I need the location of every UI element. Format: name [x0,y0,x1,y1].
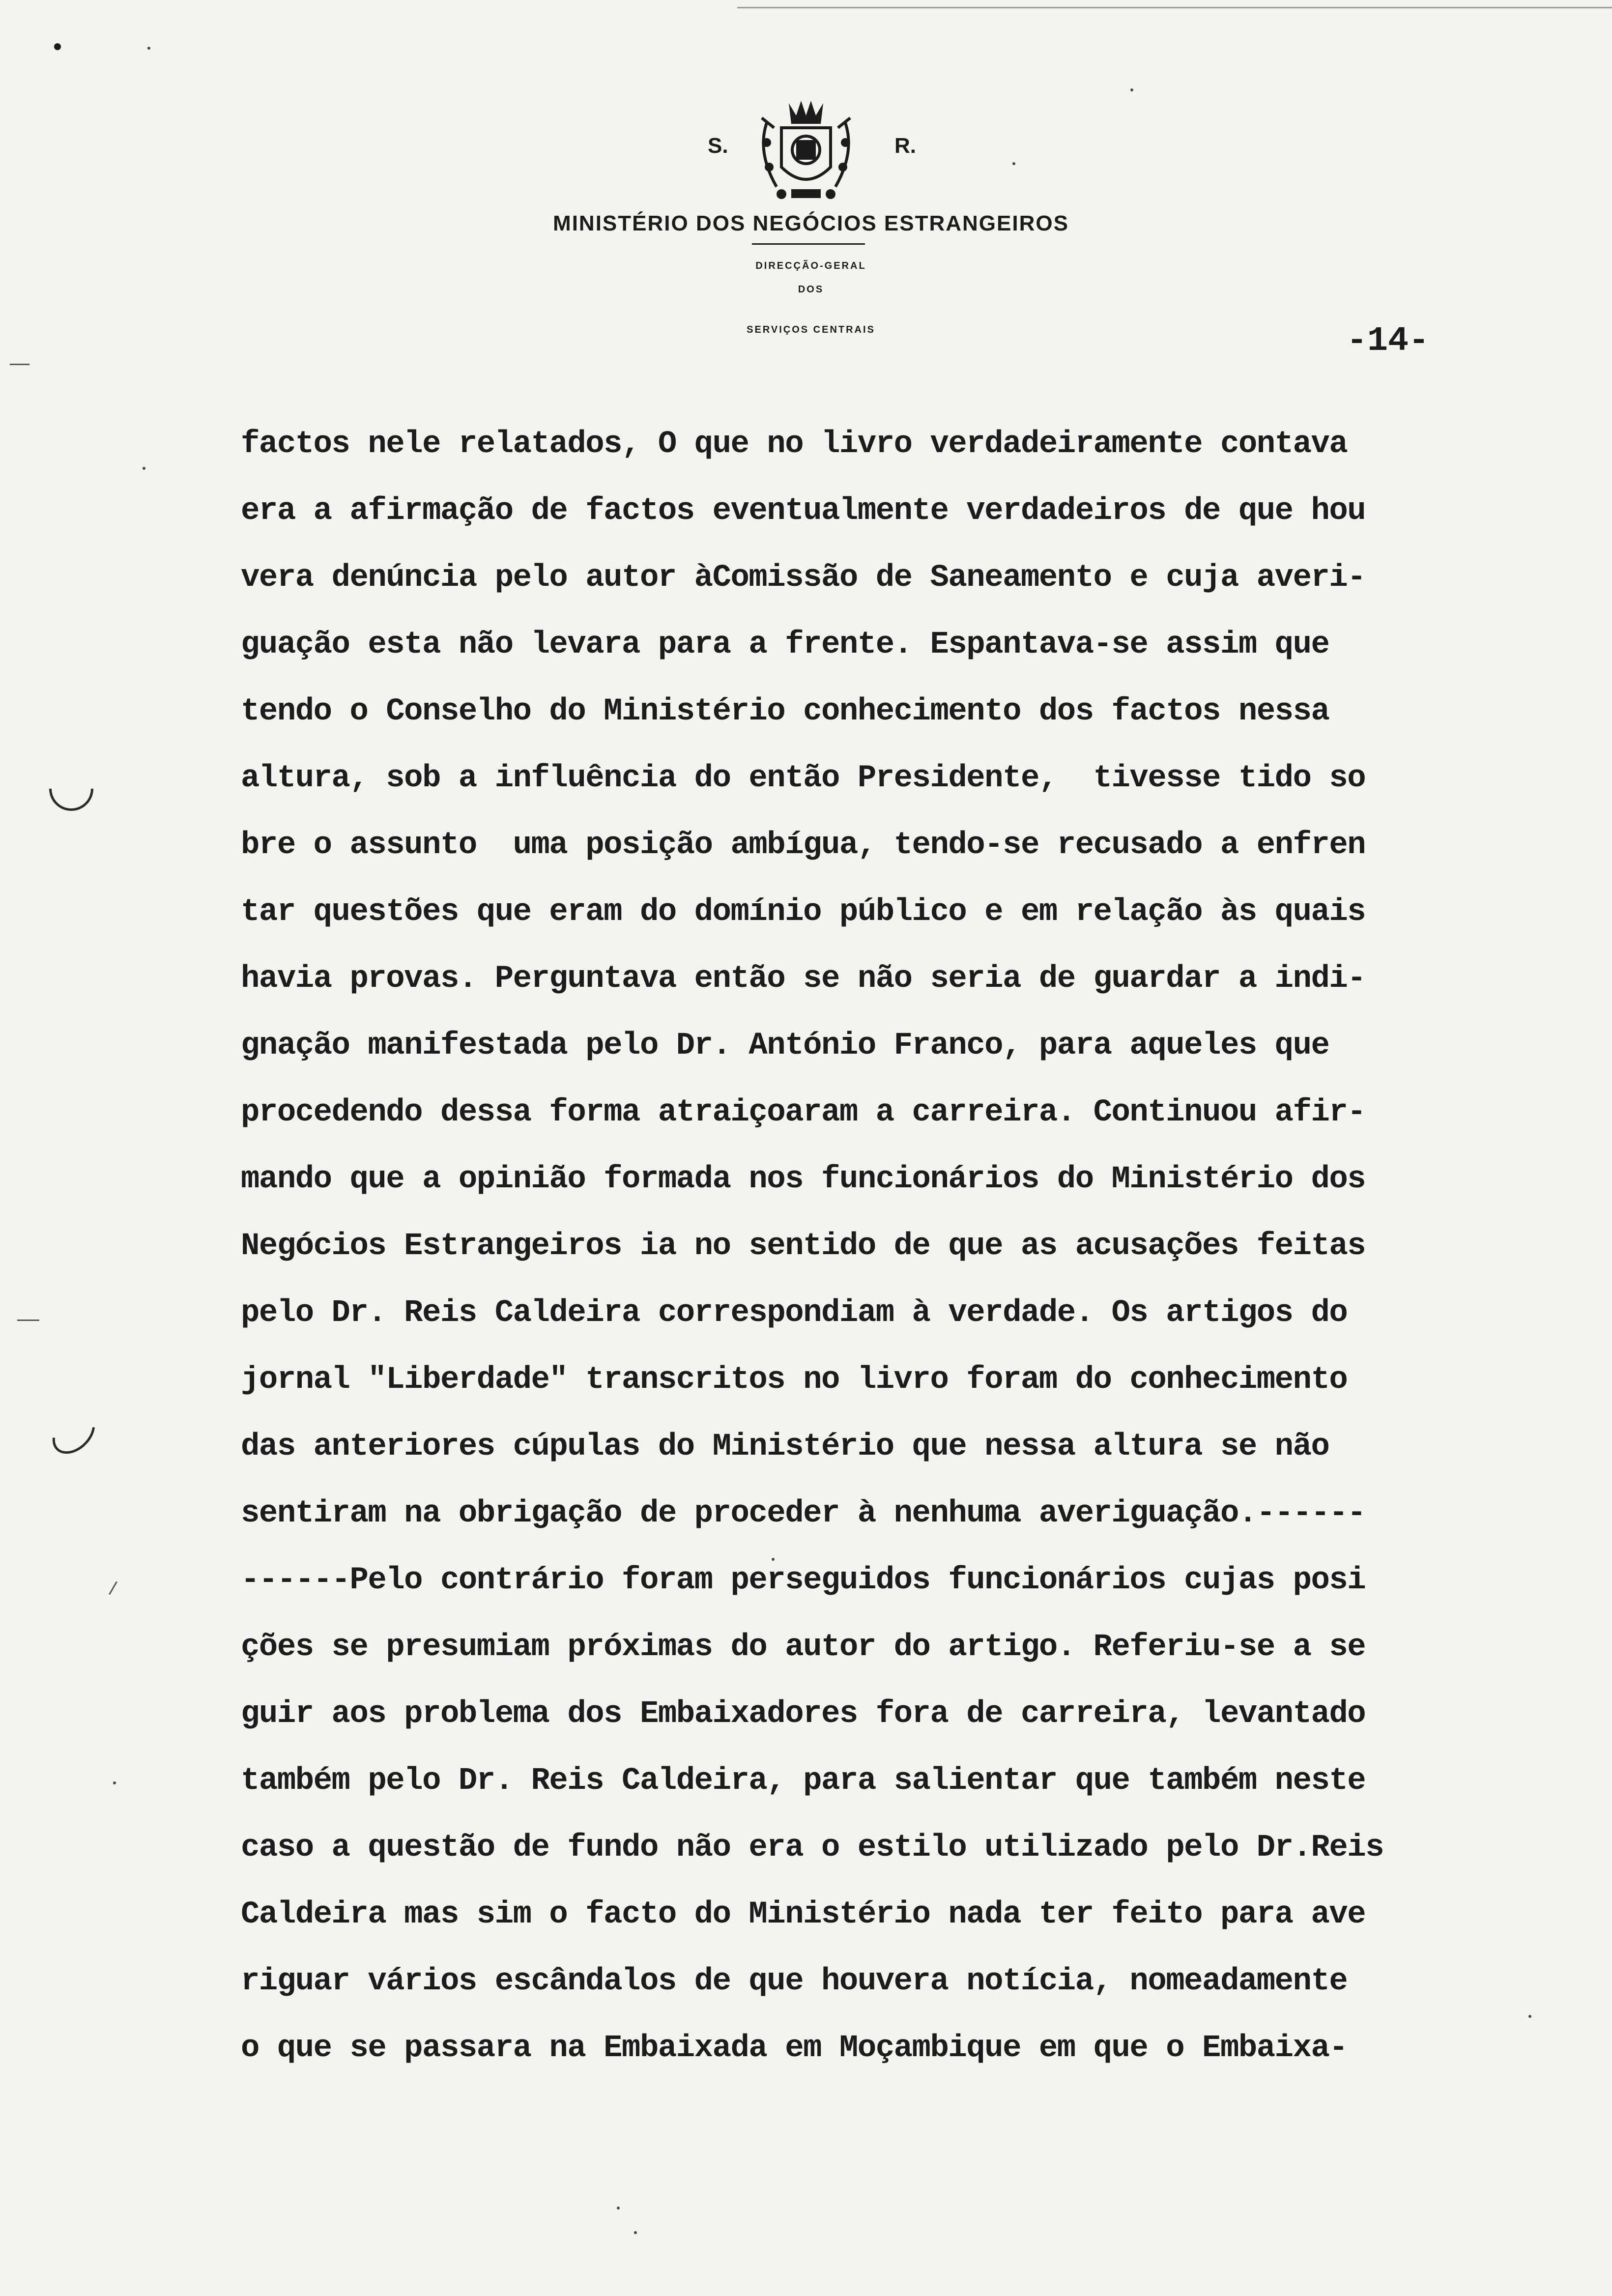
body-line: tendo o Conselho do Ministério conhecimento dos factos nessa [241,694,1329,729]
body-line: factos nele relatados, O que no livro verdadeiramente contava [241,427,1348,462]
body-line: procedendo dessa forma atraiçoaram a carreira. Continuou afir- [241,1095,1366,1130]
scan-speck [143,467,145,470]
body-line: riguar vários escândalos de que houvera notícia, nomeadamente [241,1964,1348,1999]
coat-of-arms-icon [747,93,865,206]
body-line: gnação manifestada pelo Dr. António Franco, para aqueles que [241,1028,1329,1063]
body-line: bre o assunto uma posição ambígua, tendo-se recusado a enfren [241,828,1366,863]
top-edge-rule [737,7,1612,8]
letterhead-left-letter: S. [708,134,728,158]
body-line: Caldeira mas sim o facto do Ministério nada ter feito para ave [241,1897,1366,1932]
body-line: das anteriores cúpulas do Ministério que nessa altura se não [241,1429,1329,1464]
department-line-2: DOS [798,284,824,295]
letterhead-right-letter: R. [894,134,916,158]
body-line: guir aos problema dos Embaixadores fora de carreira, levantado [241,1696,1366,1732]
scan-speck [1012,162,1015,165]
body-line: Negócios Estrangeiros ia no sentido de que as acusações feitas [241,1229,1366,1264]
department-line-1: DIRECÇÃO-GERAL [755,260,866,271]
scan-speck [10,364,29,365]
body-line: era a afirmação de factos eventualmente verdadeiros de que hou [241,493,1366,529]
body-line: jornal "Liberdade" transcritos no livro foram do conhecimento [241,1362,1348,1398]
scan-speck [54,43,61,50]
body-line: ções se presumiam próximas do autor do artigo. Referiu-se a se [241,1630,1366,1665]
body-line: ------Pelo contrário foram perseguidos funcionários cujas posi [241,1563,1366,1598]
scan-speck [1528,2015,1531,2018]
department-line-3: SERVIÇOS CENTRAIS [747,324,875,335]
binder-hole-mark [40,757,102,820]
body-line: mando que a opinião formada nos funcionários do Ministério dos [241,1162,1366,1197]
body-line: sentiram na obrigação de proceder à nenhuma averiguação.------ [241,1496,1366,1531]
scan-speck [17,1320,39,1321]
body-text [241,429,1528,2099]
letterhead-divider [752,243,865,245]
scan-speck [634,2231,637,2234]
scan-speck [147,47,150,50]
letterhead [491,93,1130,339]
scan-speck [113,1781,116,1784]
body-line: vera denúncia pelo autor àComissão de Saneamento e cuja averi- [241,560,1366,596]
body-line: caso a questão de fundo não era o estilo utilizado pelo Dr.Reis [241,1830,1384,1866]
body-line: o que se passara na Embaixada em Moçambique em que o Embaixa- [241,2031,1348,2066]
scan-speck [617,2207,620,2210]
scan-speck [1130,88,1133,91]
body-line: pelo Dr. Reis Caldeira correspondiam à verdade. Os artigos do [241,1295,1348,1331]
scan-speck [109,1581,117,1595]
binder-hole-mark [44,1403,103,1462]
body-line: guação esta não levara para a frente. Espantava-se assim que [241,627,1329,662]
scan-speck [772,1558,775,1561]
ministry-name: MINISTÉRIO DOS NEGÓCIOS ESTRANGEIROS [553,211,1069,235]
body-line: também pelo Dr. Reis Caldeira, para salientar que também neste [241,1763,1366,1799]
body-line: altura, sob a influência do então Presidente, tivesse tido so [241,761,1366,796]
page-number: -14- [1347,322,1430,361]
body-line: havia provas. Perguntava então se não seria de guardar a indi- [241,961,1366,997]
body-line: tar questões que eram do domínio público e em relação às quais [241,894,1366,930]
